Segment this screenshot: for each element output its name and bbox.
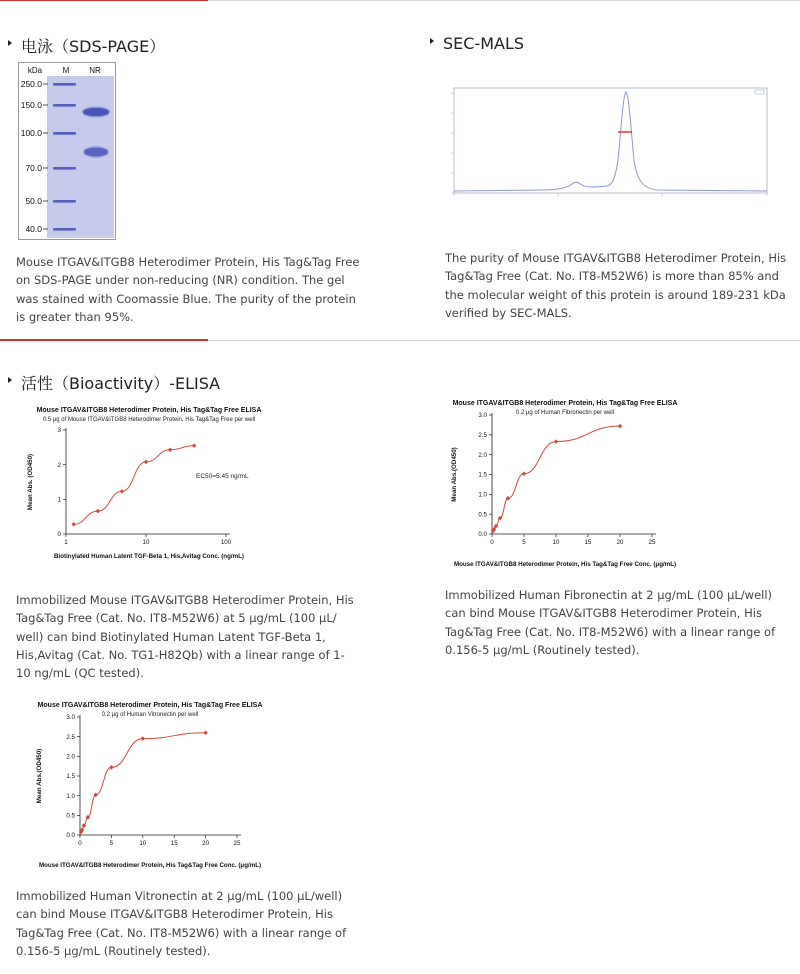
y-tick-label: 0.0 xyxy=(478,531,487,539)
elisa-chart-2 xyxy=(440,395,690,570)
data-point xyxy=(144,460,149,465)
x-tick-label: 10 xyxy=(142,539,150,546)
marker-label-40: 40.0 xyxy=(25,224,42,234)
y-tick-label: 1.0 xyxy=(66,792,75,800)
elisa-section-title xyxy=(8,371,220,394)
x-tick-label: 100 xyxy=(220,539,232,546)
top-divider-accent xyxy=(0,0,208,1)
sec-mals-uv-trace xyxy=(454,92,767,191)
sec-mals-description: The purity of Mouse ITGAV&ITGB8 Heterodimer Protein, His Tag&Tag Free (Cat. No. IT8-M52W6) is more than 85% and the molecular weight of this protein is around 189-231 kDa verified by SEC-MALS. xyxy=(445,251,787,320)
gel-drawing xyxy=(19,63,115,239)
x-tick-label: 10 xyxy=(552,539,560,546)
y-tick-label: 2.0 xyxy=(66,753,75,761)
y-tick-label: 2.5 xyxy=(66,733,75,741)
bullet-triangle-icon xyxy=(8,377,12,383)
elisa-chart-3-svg xyxy=(25,697,275,872)
sds-page-gel-image xyxy=(18,62,116,240)
x-tick-label: 20 xyxy=(202,840,210,847)
gel-header-nr: NR xyxy=(89,66,101,75)
y-axis-label: Mean Abs.(OD450) xyxy=(451,447,458,502)
x-tick-label: 5 xyxy=(522,539,526,546)
sec-mals-title-text: SEC-MALS xyxy=(443,34,525,53)
y-tick-label: 1.5 xyxy=(66,773,75,781)
y-tick-label: 1.5 xyxy=(478,471,487,479)
section-divider-accent xyxy=(0,339,208,341)
x-tick-label: 0 xyxy=(490,539,494,546)
y-tick-label: 3 xyxy=(57,427,61,435)
gel-header-marker: M xyxy=(62,66,70,75)
nr-sample-band-lower-halo xyxy=(83,146,109,158)
data-point xyxy=(522,471,527,476)
marker-band xyxy=(53,83,76,86)
marker-label-150: 150.0 xyxy=(20,100,42,110)
marker-band xyxy=(53,200,76,203)
sec-mals-drawing xyxy=(422,80,782,210)
y-tick-label: 2.5 xyxy=(478,432,487,440)
sec-mals-ticks xyxy=(451,93,767,196)
bullet-triangle-icon xyxy=(430,38,434,44)
marker-label-100: 100.0 xyxy=(20,128,42,138)
y-tick-label: 0.0 xyxy=(66,832,75,840)
elisa-chart-1-svg xyxy=(14,402,284,564)
x-tick-label: 25 xyxy=(233,840,241,847)
sec-mals-chart xyxy=(422,80,782,210)
data-point xyxy=(120,489,125,494)
y-tick-label: 3.0 xyxy=(478,412,487,420)
marker-label-70: 70.0 xyxy=(25,163,42,173)
elisa-chart-3-description: Immobilized Human Vitronectin at 2 μg/mL (100 μL/well) can bind Mouse ITGAV&ITGB8 Heterodimer Protein, His Tag&Tag Free (Cat. No. IT8-M52W6) with a linear range of 0.156-5 μg/mL (Routinely tested). xyxy=(16,889,347,958)
x-tick-label: 0 xyxy=(78,840,82,847)
y-tick-label: 1 xyxy=(57,496,61,504)
x-tick-label: 15 xyxy=(584,539,592,546)
marker-band xyxy=(53,167,76,170)
marker-label-250: 250.0 xyxy=(20,79,42,89)
sec-mals-section-title xyxy=(430,34,524,53)
chart-subtitle: 0.2 μg of Human Vitronectin per well xyxy=(101,712,199,718)
data-point xyxy=(618,424,623,429)
fit-curve xyxy=(81,733,206,832)
y-tick-label: 2.0 xyxy=(478,451,487,459)
marker-band xyxy=(53,228,76,231)
sds-page-title-text: 电泳（SDS-PAGE） xyxy=(21,37,166,56)
x-axis-label: Mouse ITGAV&ITGB8 Heterodimer Protein, His Tag&Tag Free Conc. (μg/mL) xyxy=(453,561,677,568)
data-point xyxy=(168,447,173,452)
elisa-chart-1-description: Immobilized Mouse ITGAV&ITGB8 Heterodimer Protein, His Tag&Tag Free (Cat. No. IT8-M52W6) at 5 μg/mL (100 μL/ well) can bind Biotinylated Human Latent TGF-Beta 1, His,Avitag (Cat. No. TG1-H82Qb) with a linear range of 1-10 ng/mL (QC tested). xyxy=(16,593,354,681)
elisa-chart-3 xyxy=(25,697,275,872)
nr-sample-band-upper-halo xyxy=(82,107,110,118)
chart-subtitle: 0.5 μg of Mouse ITGAV&ITGB8 Heterodimer Protein, His Tag&Tag Free per well xyxy=(42,417,256,423)
sec-mals-legend-box xyxy=(755,90,764,94)
elisa-chart-2-svg xyxy=(440,395,690,570)
elisa-chart-1 xyxy=(14,402,284,564)
elisa-chart-2-description: Immobilized Human Fibronectin at 2 μg/mL (100 μL/well) can bind Mouse ITGAV&ITGB8 Heterodimer Protein, His Tag&Tag Free (Cat. No. IT8-M52W6) with a linear range of 0.156-5 μg/mL (Routinely tested). xyxy=(445,588,776,657)
ec50-annotation: EC50=5.45 ng/mL xyxy=(196,473,249,480)
marker-band xyxy=(53,104,76,107)
y-axis-label: Mean Abs. (OD450) xyxy=(27,453,34,511)
elisa-title-text: 活性（Bioactivity）-ELISA xyxy=(21,374,221,393)
data-point xyxy=(71,522,76,527)
x-tick-label: 1 xyxy=(64,539,68,546)
data-point xyxy=(109,765,114,770)
y-tick-label: 1.0 xyxy=(478,491,487,499)
top-divider xyxy=(0,0,800,1)
data-point xyxy=(554,439,559,444)
y-axis-label: Mean Abs.(OD450) xyxy=(36,748,43,804)
sec-mals-frame xyxy=(454,88,767,193)
data-point xyxy=(141,736,146,741)
y-tick-label: 0 xyxy=(57,531,61,539)
section-divider xyxy=(0,340,800,341)
x-tick-label: 10 xyxy=(139,840,147,847)
gel-lanes-background xyxy=(47,76,114,238)
fit-curve xyxy=(74,446,194,525)
gel-header-kda: kDa xyxy=(27,66,43,75)
y-tick-label: 2 xyxy=(57,461,61,469)
sds-page-description: Mouse ITGAV&ITGB8 Heterodimer Protein, His Tag&Tag Free on SDS-PAGE under non-reducing (NR) condition. The gel was stained with Coomassie Blue. The purity of the protein is greater than 95%. xyxy=(16,255,360,324)
data-point xyxy=(192,443,197,448)
chart-subtitle: 0.2 μg of Human Fibronectin per well xyxy=(515,410,615,416)
chart-title: Mouse ITGAV&ITGB8 Heterodimer Protein, His Tag&Tag Free ELISA xyxy=(36,407,262,414)
y-tick-label: 0.5 xyxy=(478,511,487,519)
x-axis-label: Biotinylated Human Latent TGF-Beta 1, His,Avitag Conc. (ng/mL) xyxy=(54,553,244,560)
sds-page-section-title xyxy=(8,34,165,57)
x-tick-label: 25 xyxy=(648,539,656,546)
x-tick-label: 20 xyxy=(616,539,624,546)
x-tick-label: 5 xyxy=(109,840,114,847)
data-point xyxy=(96,509,101,514)
y-tick-label: 0.5 xyxy=(66,812,75,820)
chart-title: Mouse ITGAV&ITGB8 Heterodimer Protein, His Tag&Tag Free ELISA xyxy=(452,400,678,407)
bullet-triangle-icon xyxy=(8,40,12,46)
chart-title: Mouse ITGAV&ITGB8 Heterodimer Protein, His Tag&Tag Free ELISA xyxy=(37,702,263,709)
data-point xyxy=(203,730,208,735)
marker-band xyxy=(53,132,76,135)
x-tick-label: 15 xyxy=(170,840,178,847)
marker-label-50: 50.0 xyxy=(25,196,42,206)
x-axis-label: Mouse ITGAV&ITGB8 Heterodimer Protein, His Tag&Tag Free Conc. (μg/mL) xyxy=(38,862,262,869)
y-tick-label: 3.0 xyxy=(66,714,75,722)
